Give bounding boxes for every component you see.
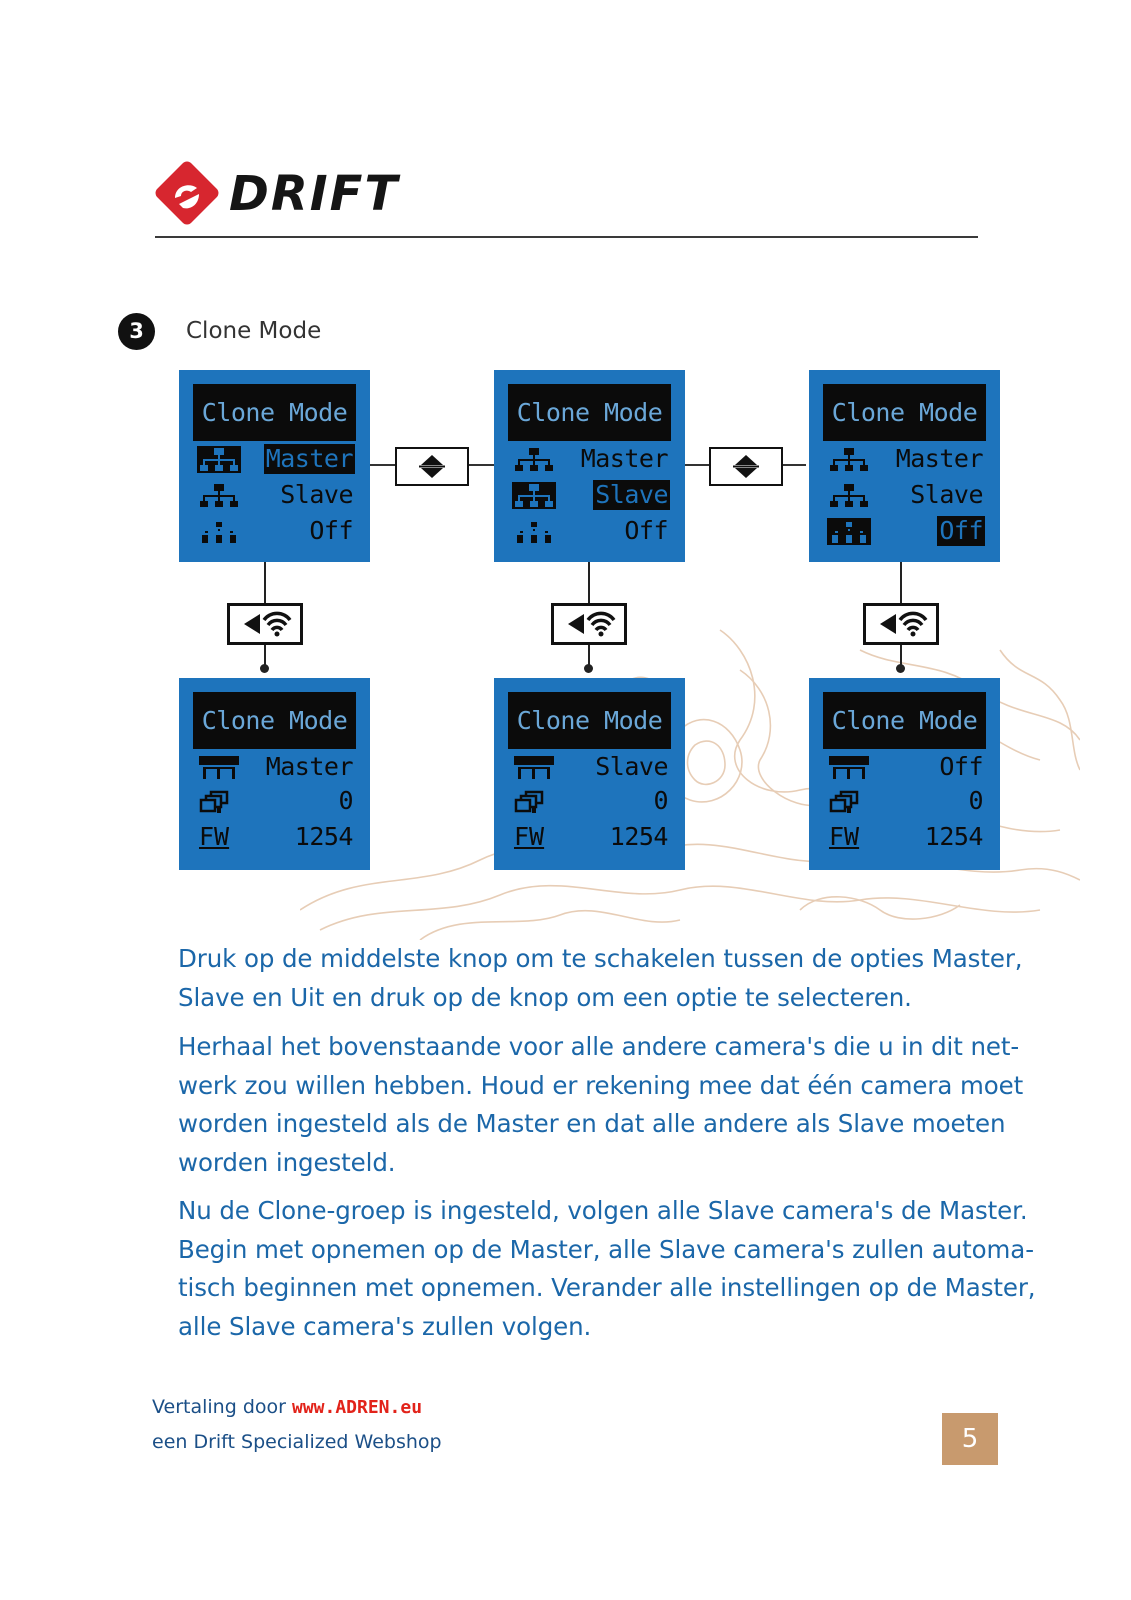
network-off-icon [512, 518, 556, 545]
lcd-title: Clone Mode [508, 384, 671, 441]
firmware-label: FW [514, 822, 545, 851]
lcd-option-off: Off [309, 516, 353, 545]
lcd-row-mode [825, 752, 985, 782]
firmware-label: FW [199, 822, 230, 851]
lcd-title: Clone Mode [193, 692, 356, 749]
lcd-screen-master-selected [179, 370, 370, 562]
lcd-count-value: 0 [653, 786, 668, 815]
footer-prefix: Vertaling door [152, 1396, 292, 1418]
lcd-row-count [195, 786, 355, 816]
back-wifi-button [227, 603, 303, 645]
firmware-value: 1254 [924, 822, 983, 851]
lcd-row-off [825, 516, 985, 546]
lcd-option-slave: Slave [280, 480, 353, 509]
lcd-mode-value: Master [265, 752, 353, 781]
footer-webshop-line: een Drift Specialized Webshop [152, 1431, 442, 1453]
page-number: 5 [942, 1413, 998, 1465]
lcd-option-slave: Slave [910, 480, 983, 509]
footer-translation-line [152, 1396, 422, 1418]
up-down-arrows-icon [397, 449, 467, 484]
lcd-row-slave [510, 480, 670, 510]
header-rule [155, 236, 978, 238]
firmware-value: 1254 [609, 822, 668, 851]
paragraph-repeat-setup: Herhaal het bovenstaande voor alle andere camera's die u in dit net-werk zou willen hebben. Houd er rekening mee dat één camera moet worden ingesteld als de Master en dat alle andere als Slave moeten worden ingesteld. [178, 1032, 1024, 1177]
back-wifi-button [551, 603, 627, 645]
up-down-button [709, 447, 783, 486]
lcd-option-slave: Slave [595, 480, 668, 509]
lcd-row-count [825, 786, 985, 816]
lcd-row-firmware [510, 822, 670, 852]
lcd-screen-slave-status [494, 678, 685, 870]
lcd-row-slave [195, 480, 355, 510]
up-down-arrows-icon [711, 449, 781, 484]
back-wifi-button [863, 603, 939, 645]
lcd-screen-slave-selected [494, 370, 685, 562]
network-slave-icon [512, 482, 556, 509]
back-wifi-icon [230, 606, 300, 642]
cameras-count-icon [827, 788, 871, 815]
lcd-option-master: Master [265, 444, 353, 473]
lcd-screen-off-status [809, 678, 1000, 870]
lcd-row-off [510, 516, 670, 546]
back-wifi-icon [866, 606, 936, 642]
connector-dot [260, 664, 269, 673]
network-off-icon [827, 754, 871, 781]
lcd-option-master: Master [580, 444, 668, 473]
network-master-icon [827, 446, 871, 473]
lcd-title: Clone Mode [823, 692, 986, 749]
lcd-row-master [195, 444, 355, 474]
lcd-option-master: Master [895, 444, 983, 473]
network-slave-icon [197, 482, 241, 509]
cameras-count-icon [512, 788, 556, 815]
network-off-icon [197, 518, 241, 545]
lcd-row-master [825, 444, 985, 474]
drift-logo [153, 158, 433, 228]
up-down-button [395, 447, 469, 486]
paragraph-clone-group: Nu de Clone-groep is ingesteld, volgen alle Slave camera's de Master. Begin met opnemen op de Master, alle Slave camera's zullen automa-tisch beginnen met opnemen. Verander alle instellingen op de Master, alle Slave camera's zullen volgen. [178, 1196, 1036, 1341]
lcd-row-slave [825, 480, 985, 510]
firmware-label: FW [829, 822, 860, 851]
lcd-title: Clone Mode [508, 692, 671, 749]
network-master-icon [197, 446, 241, 473]
firmware-value: 1254 [294, 822, 353, 851]
connector-dot [896, 664, 905, 673]
back-wifi-icon [554, 606, 624, 642]
lcd-row-mode [195, 752, 355, 782]
lcd-mode-value: Slave [595, 752, 668, 781]
paragraph-select-option: Druk op de middelste knop om te schakelen tussen de opties Master, Slave en Uit en druk op de knop om een optie te selecteren. [178, 944, 1023, 1012]
lcd-row-master [510, 444, 670, 474]
lcd-title: Clone Mode [823, 384, 986, 441]
network-master-icon [512, 446, 556, 473]
network-off-icon [827, 518, 871, 545]
lcd-screen-master-status [179, 678, 370, 870]
lcd-row-off [195, 516, 355, 546]
cameras-count-icon [197, 788, 241, 815]
lcd-mode-value: Off [939, 752, 983, 781]
step-number-badge: 3 [118, 313, 155, 350]
network-master-icon [197, 754, 241, 781]
network-slave-icon [827, 482, 871, 509]
lcd-screen-off-selected [809, 370, 1000, 562]
lcd-count-value: 0 [968, 786, 983, 815]
connector-dot [584, 664, 593, 673]
footer-link[interactable]: www.ADREN.eu [291, 1397, 423, 1418]
lcd-option-off: Off [624, 516, 668, 545]
lcd-title: Clone Mode [193, 384, 356, 441]
lcd-count-value: 0 [338, 786, 353, 815]
network-slave-icon [512, 754, 556, 781]
lcd-row-firmware [825, 822, 985, 852]
logo-text: DRIFT [229, 166, 400, 222]
lcd-option-off: Off [939, 516, 983, 545]
lcd-row-count [510, 786, 670, 816]
lcd-row-mode [510, 752, 670, 782]
lcd-row-firmware [195, 822, 355, 852]
step-title: Clone Mode [186, 318, 322, 344]
